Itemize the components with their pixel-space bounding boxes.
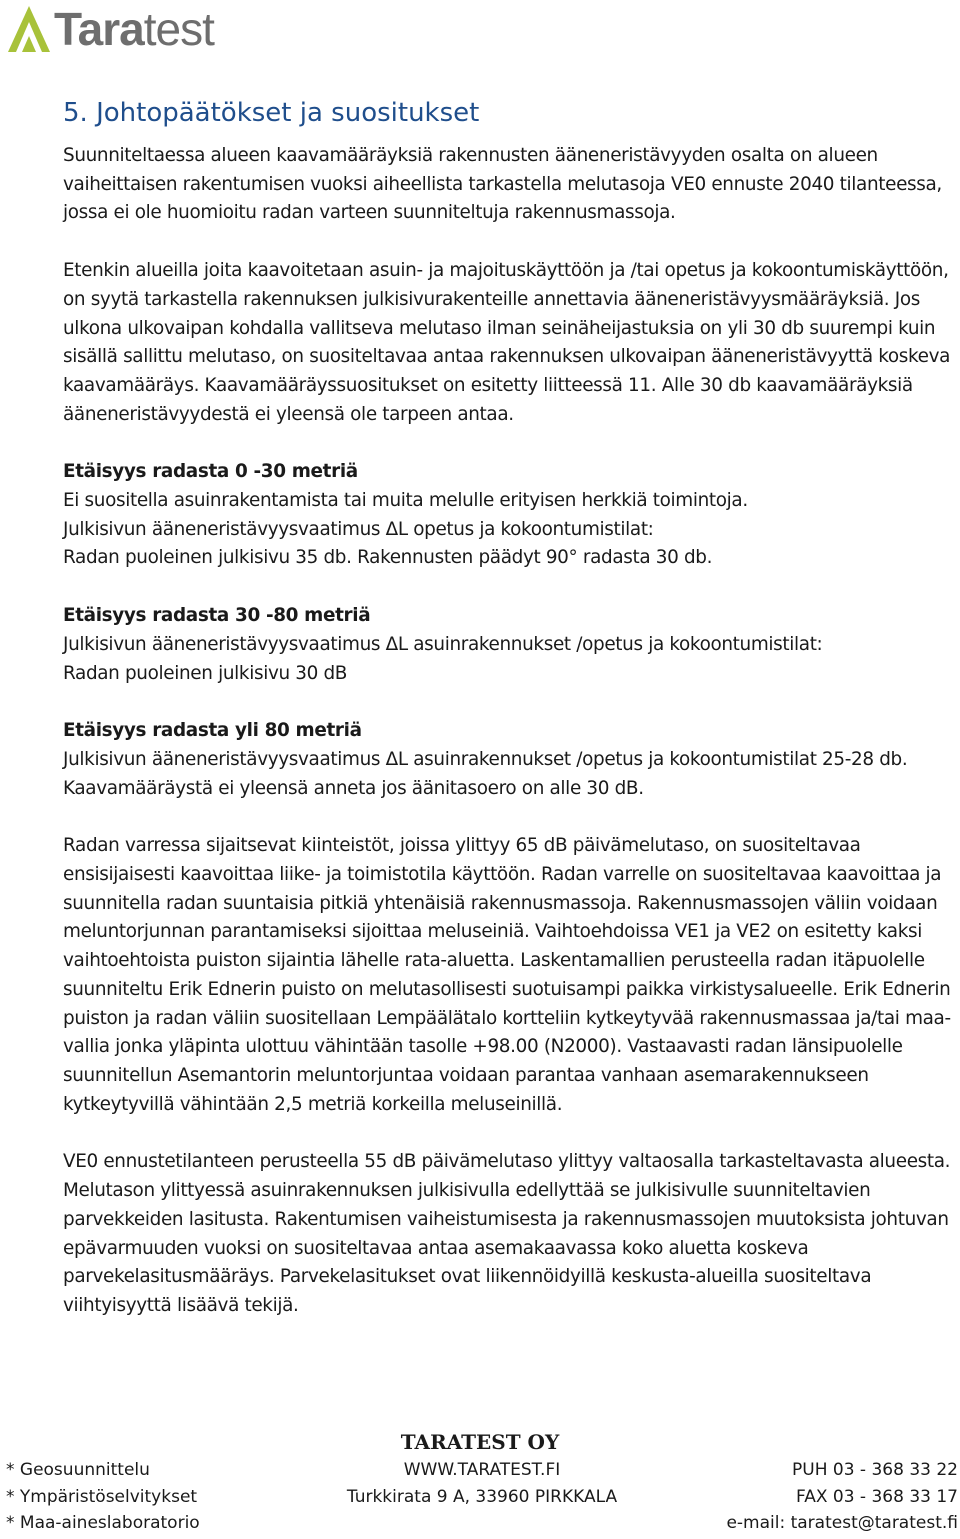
footer-website-link[interactable]: WWW.TARATEST.FI xyxy=(403,1460,561,1480)
paragraph-railway-properties: Radan varressa sijaitsevat kiinteistöt, joissa ylittyy 65 dB päivämelutaso, on suositeltavaa ensisijaisesti kaavoittaa liike- ja toimistotila käyttöön. Radan varrelle on suositeltavaa kaavoittaa ja suunnitella radan suuntaisia pitkiä yhtenäisiä rakennusmassoja. Rakennusmassojen väliin voidaan meluntorjunnan parantamiseksi sijoittaa meluseiniä. Vaihtoehdoissa VE1 ja VE2 on esitetty kaksi vaihtoehtoista puiston sijaintia lähelle rata-aluetta. Laskentamallien perusteella radan itäpuolelle suunniteltu Erik Ednerin puisto on melutasollisesti suotuisampi paikka virkistysalueelle. Erik Ednerin puiston ja radan väliin suositellaan Lempäälätalo kortteliin kytkeytyvää rakennusmassaa ja/tai maa-vallia jonka yläpinta ulottuu vähintään tasolle +98.00 (N2000). Vastaavasti radan länsipuolelle suunnitellun Asemantorin meluntorjuntaa voidaan parantaa vanhaan asemarakennukseen kytkeytyvillä vähintään 2,5 metriä korkeilla meluseinillä. xyxy=(63,835,951,1115)
distance-line: Julkisivun ääneneristävyysvaatimus ΔL asuinrakennukset /opetus ja kokoontumistilat 25-28 db. Kaavamääräystä ei yleensä anneta jos äänitasoero on alle 30 dB. xyxy=(63,748,908,799)
taratest-logo xyxy=(6,2,214,56)
distance-line: Julkisivun ääneneristävyysvaatimus ΔL opetus ja kokoontumistilat: xyxy=(63,518,654,540)
footer-email-link[interactable]: e-mail: taratest@taratest.fi xyxy=(726,1513,958,1533)
footer-phone: PUH 03 - 368 33 22 xyxy=(792,1460,958,1480)
document-body xyxy=(63,96,958,1350)
distance-heading: Etäisyys radasta 30 -80 metriä xyxy=(63,605,371,627)
footer-row xyxy=(6,1487,958,1513)
footer-address: Turkkirata 9 A, 33960 PIRKKALA xyxy=(346,1487,618,1507)
distance-section-over-80 xyxy=(63,717,958,803)
distance-section-0-30 xyxy=(63,458,958,573)
distance-heading: Etäisyys radasta 0 -30 metriä xyxy=(63,461,358,483)
distance-heading: Etäisyys radasta yli 80 metriä xyxy=(63,720,362,742)
paragraph-balcony-glazing: VE0 ennustetilanteen perusteella 55 dB päivämelutaso ylittyy valtaosalla tarkasteltavasta alueesta. Melutason ylittyessä asuinrakennuksen julkisivulla edellyttää se julkisivulle suunniteltavien parvekkeiden lasitusta. Rakentumisen vaiheistumisesta ja rakennusmassojen muutoksista johtuvan epävarmuuden vuoksi on suositeltavaa antaa asemakaavassa koko aluetta koskeva parvekelasitusmääräys. Parvekelasitukset ovat liikennöidyillä keskusta-alueilla suositeltava viihtyisyyttä lisäävä tekijä. xyxy=(63,1151,951,1316)
distance-line: Ei suositella asuinrakentamista tai muita melulle erityisen herkkiä toimintoja. xyxy=(63,490,748,512)
paragraph-intro: Suunniteltaessa alueen kaavamääräyksiä rakennusten ääneneristävyyden osalta on alueen vaiheittaisen rakentumisen vuoksi aiheellista tarkastella melutasoja VE0 ennuste 2040 tilanteessa, jossa ei ole huomioitu radan varteen suunniteltuja rakennusmassoja. xyxy=(63,145,942,224)
footer-service: * Maa-aineslaboratorio xyxy=(6,1513,200,1533)
distance-line: Radan puoleinen julkisivu 30 dB xyxy=(63,662,348,684)
distance-section-30-80 xyxy=(63,602,958,688)
logo-mark-icon xyxy=(6,4,52,54)
section-title: 5. Johtopäätökset ja suositukset xyxy=(63,98,480,128)
distance-line: Julkisivun ääneneristävyysvaatimus ΔL asuinrakennukset /opetus ja kokoontumistilat: xyxy=(63,633,823,655)
distance-line: Radan puoleinen julkisivu 35 db. Rakennusten päädyt 90° radasta 30 db. xyxy=(63,547,713,569)
footer-service: * Ympäristöselvitykset xyxy=(6,1487,198,1507)
footer-fax: FAX 03 - 368 33 17 xyxy=(796,1487,958,1507)
footer-service: * Geosuunnittelu xyxy=(6,1460,150,1480)
logo-wordmark: Taratest xyxy=(54,3,214,55)
footer-company-name: TARATEST OY xyxy=(400,1430,560,1454)
footer-row xyxy=(6,1460,958,1486)
footer-row xyxy=(6,1513,958,1539)
paragraph-regulations: Etenkin alueilla joita kaavoitetaan asuin- ja majoituskäyttöön ja /tai opetus ja kokoontumiskäyttöön, on syytä tarkastella rakennuksen julkisivurakenteille annettavia ääneneristävyysmääräyksiä. Jos ulkona ulkovaipan kohdalla vallitseva melutaso ilman seinäheijastuksia on yli 30 db suurempi kuin sisällä sallittu melutaso, on suositeltavaa antaa rakennuksen ulkovaipan ääneneristävyyttä koskeva kaavamääräys. Kaavamääräyssuositukset on esitetty liitteessä 11. Alle 30 db kaavamääräyksiä ääneneristävyydestä ei yleensä ole tarpeen antaa. xyxy=(63,260,951,425)
